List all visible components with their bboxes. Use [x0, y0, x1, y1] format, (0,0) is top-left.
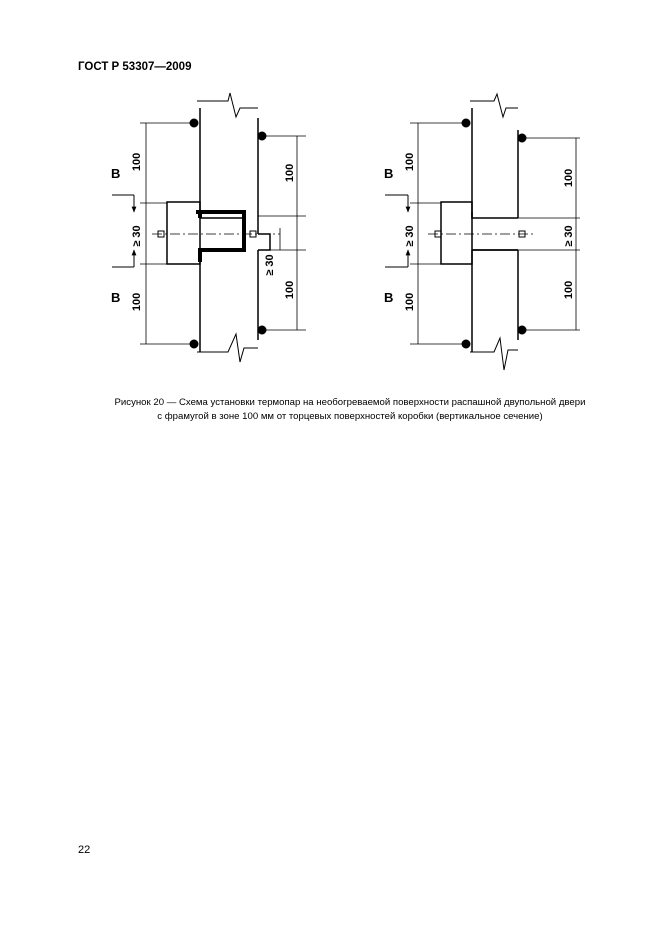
right-section-top: B: [384, 166, 394, 181]
left-dim-top: 100: [131, 152, 143, 172]
right-dim-top: 100: [404, 152, 416, 172]
left-dim-top-right: 100: [284, 163, 296, 183]
right-dimension-labels: [384, 153, 575, 311]
left-section-bottom: B: [111, 290, 121, 305]
left-dim-bottom: 100: [131, 292, 143, 312]
left-section-top: B: [111, 166, 121, 181]
caption-line-1: Рисунок 20 — Схема установки термопар на необогреваемой поверхности распашной двупольной двери: [114, 397, 586, 408]
left-dim-gap: ≥ 30: [131, 225, 143, 247]
left-dim-bottom-right: 100: [284, 280, 296, 300]
right-dim-bottom-right: 100: [563, 280, 575, 300]
left-dim-gap-right: ≥ 30: [264, 254, 276, 276]
right-dim-bottom: 100: [404, 292, 416, 312]
right-dim-gap-right: ≥ 30: [563, 225, 575, 247]
right-section-bottom: B: [384, 290, 394, 305]
document-header: ГОСТ Р 53307—2009: [78, 61, 192, 73]
right-dim-gap: ≥ 30: [404, 225, 416, 247]
page-number: 22: [78, 844, 91, 856]
caption-line-2: с фрамугой в зоне 100 мм от торцевых поверхностей коробки (вертикальное сечение): [157, 411, 543, 422]
right-dim-top-right: 100: [563, 168, 575, 188]
left-dimension-labels: [111, 153, 296, 311]
figure-caption: [60, 396, 640, 424]
